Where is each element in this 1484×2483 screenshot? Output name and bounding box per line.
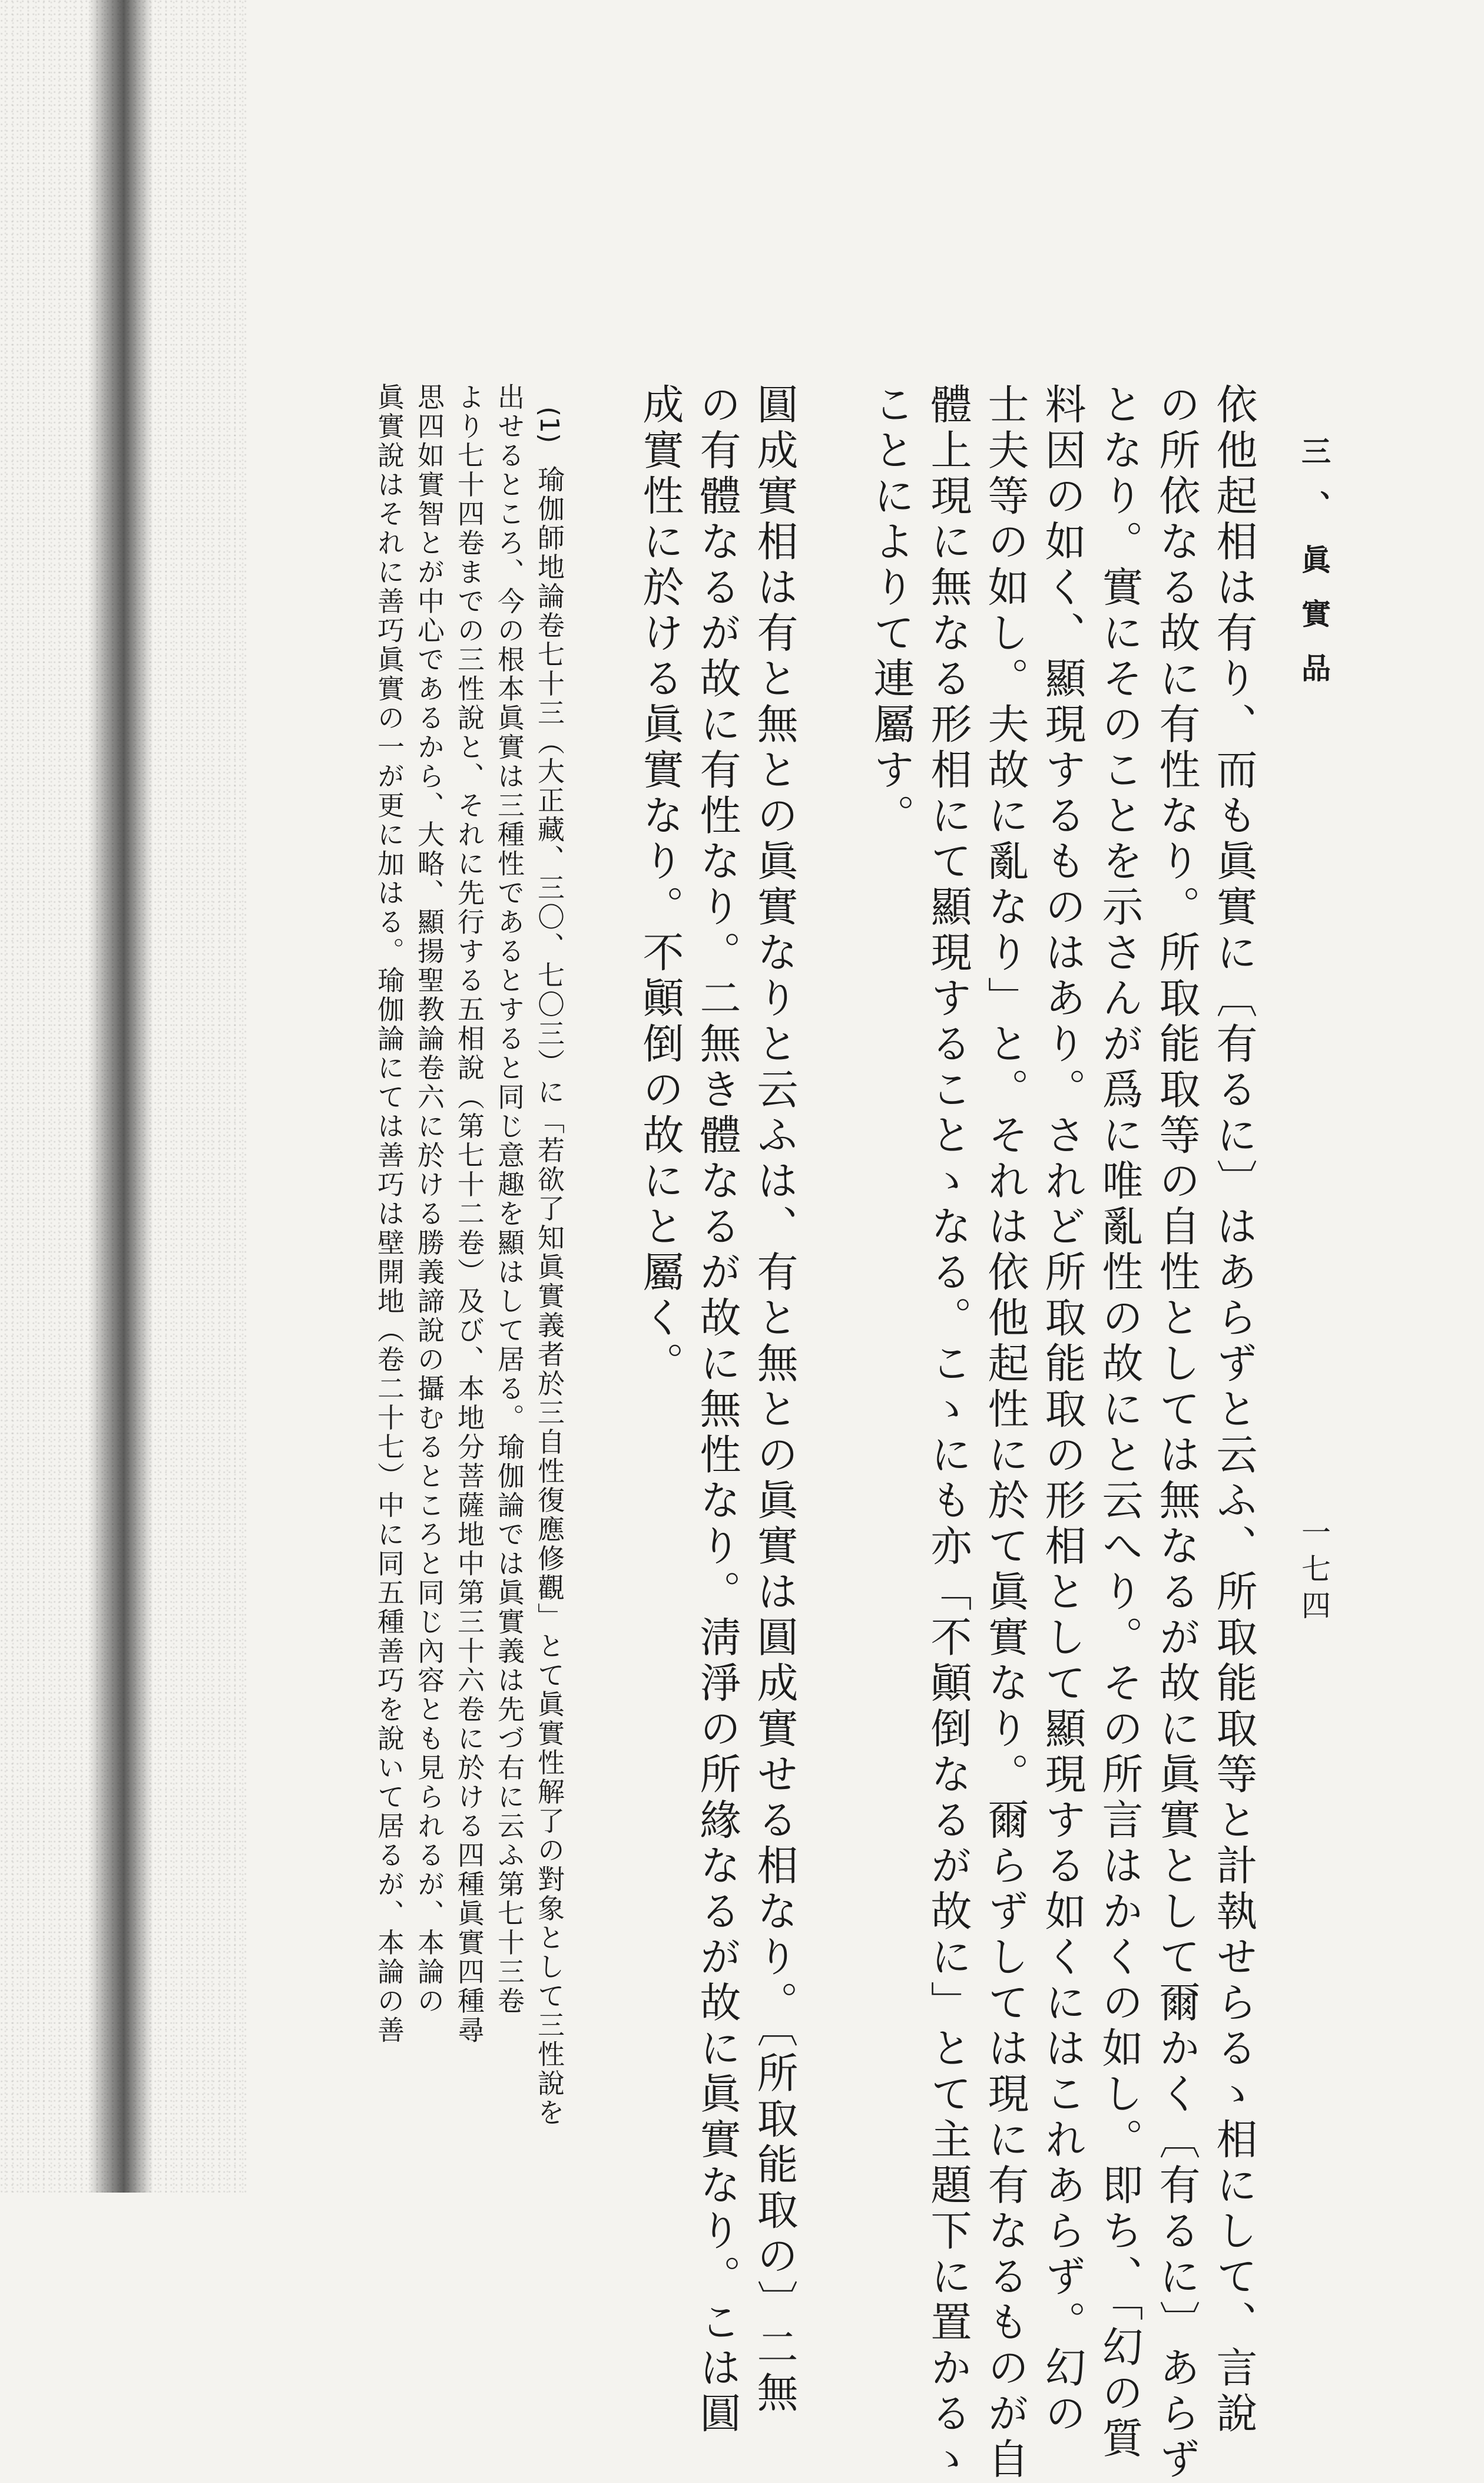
footnote-line-5: 眞實說はそれに善巧眞實の一が更に加はる。瑜伽論にては善巧は壁開地（卷二十七）中に同五種善巧を說いて居るが、本論の善 bbox=[373, 383, 405, 2045]
body-line-10: 成實性に於ける眞實なり。不顚倒の故にと屬く。 bbox=[636, 383, 684, 1387]
body-line-4: 料因の如く、顯現するものはあり。されど所取能取の形相として顯現する如くにはこれあらず。幻の bbox=[1038, 383, 1086, 2438]
footnote-line-4: 思四如實智とが中心であるから、大略、顯揚聖教論卷六に於ける勝義諦說の攝むるところと同じ內容とも見られるが、本論の bbox=[413, 383, 445, 2016]
footnote-line-3: より七十四卷までの三性說と、それに先行する五相說（第七十二卷）及び、本地分菩薩地中第三十六卷に於ける四種眞實四種尋 bbox=[453, 383, 485, 2045]
footnote-line-2: 出せるところ、今の根本眞實は三種性であるとすると同じ意趣を顯はして居る。瑜伽論では眞實義は先づ右に云ふ第七十三卷 bbox=[493, 383, 525, 2016]
body-line-9: の有體なるが故に有性なり。二無き體なるが故に無性なり。淸淨の所緣なるが故に眞實なり。こは圓 bbox=[693, 383, 741, 2438]
body-line-6: 體上現に無なる形相にて顯現することゝなる。こゝにも亦「不顚倒なるが故に」とて主題下に置かるゝ bbox=[924, 383, 972, 2483]
footnote-marker: (1) bbox=[534, 406, 564, 444]
body-line-5: 士夫等の如し。夫故に亂なり」と。それは依他起性に於て眞實なり。爾らずしては現に有なるものが自 bbox=[981, 383, 1029, 2483]
body-line-8: 圓成實相は有と無との眞實なりと云ふは、有と無との眞實は圓成實せる相なり。〔所取能取の〕二無 bbox=[750, 383, 799, 2417]
page-number: 一七四 bbox=[1297, 1517, 1331, 1626]
footnote-line-1: 瑜伽師地論卷七十三（大正藏、三〇、七〇三）に「若欲了知眞實義者於三自性復應修觀」とて眞實性解了の對象として三性說を bbox=[534, 465, 565, 2128]
body-line-3: となり。實にそのことを示さんが爲に唯亂性の故にと云へり。その所言はかくの如し。即ち、「幻の質 bbox=[1095, 383, 1144, 2462]
running-header-title: 三、眞實品 bbox=[1297, 436, 1331, 707]
body-line-1: 依他起相は有り、而も眞實に〔有るに〕はあらずと云ふ、所取能取等と計執せらるゝ相にして、言說 bbox=[1210, 383, 1258, 2438]
scan-gutter-shadow bbox=[88, 0, 153, 2193]
body-line-2: の所依なる故に有性なり。所取能取等の自性としては無なるが故に眞實として爾かく〔有るに〕あらず bbox=[1152, 383, 1201, 2483]
body-line-7: ことによりて連屬す。 bbox=[867, 383, 915, 839]
